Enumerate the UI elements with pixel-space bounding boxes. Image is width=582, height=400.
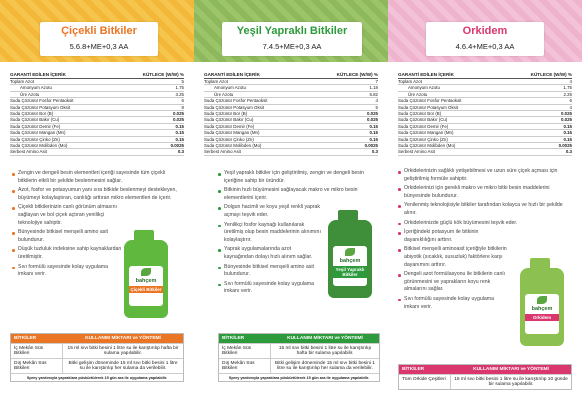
table-row: Suda Çözünür Çinko (Zn) 0.15 [10, 136, 184, 142]
list-item: İçeriğindeki potasyum ile bitkinin dayanıklılığını arttırır. [398, 229, 508, 244]
table-row: Suda Çözünür Potasyum Oksit 8 [10, 104, 184, 110]
usage-row: İç Mekân Süs Bitkileri 15 ml sıvı bitki besini 1 litre su ile karıştırılıp hafta bir sulama yapılabilir. [219, 343, 379, 358]
table-row: Suda Çözünür Bor (B) 0.025 [204, 111, 378, 117]
leaf-logo-icon [345, 248, 355, 256]
usage-header: BİTKİLER KULLANIM MİKTARI ve YÖNTEMİ [219, 334, 379, 343]
table-row: Suda Çözünür Molibden (Mo) 0.0025 [10, 143, 184, 149]
list-item: Orkidelerinizde güçlü kök büyümesini teşvik eder. [398, 220, 570, 228]
list-item: Orkidelerinizi için gerekli makro ve mikro bitki besin maddelerini bünyesinde bulundurur. [398, 185, 570, 200]
usage-header: BİTKİLER KULLANIM MİKTARI ve YÖNTEMİ [399, 365, 571, 374]
list-item: Orkidelerinizin sağlıklı yetişebilmesi ve uzun süre çiçek açması için geliştirilmiş formüle sahiptir. [398, 168, 570, 183]
panel-yesil-yaprakli-bitkiler [194, 0, 388, 400]
table-row: Toplam Azot 7 [204, 79, 378, 84]
table-row: Amonyum Azotu 1.75 [10, 85, 184, 91]
product-title: Çiçekli Bitkiler [61, 25, 137, 37]
usage-row: İç Mekân Süs Bitkileri 15 ml sıvı bitki besini 1 litre su ile karıştırılıp hafta bir sulama yapılabilir. [11, 343, 183, 358]
product-formula: 7.4.5+ME+0,3 AA [262, 42, 322, 51]
table-row: Suda Çözünür Çinko (Zn) 0.15 [204, 136, 378, 142]
table-row: Toplam Azot 5 [10, 79, 184, 84]
table-row: Üre Azotu 5.82 [204, 92, 378, 98]
panel-cicekli-bitkiler [0, 0, 194, 400]
leaf-logo-icon [537, 296, 547, 304]
list-item: Sıvı formülü sayesinde kolay uygulama imkanı verir. [12, 264, 122, 279]
list-item: Azot, fosfor ve potasyumun yanı sıra bitkide beslenmeyi destekleyen, büyümeyi kolaylaştıran, canlılığı arttıran mikro elementleri de içerir. [12, 187, 182, 202]
product-formula: 5.6.8+ME+0,3 AA [69, 42, 129, 51]
product-formula: 4.6.4+ME+0,3 AA [455, 42, 515, 51]
table-row: Suda Çözünür Demir (Fe) 0.15 [398, 123, 572, 129]
table-row: Suda Çözünür Fosfor Pentaoksit 6 [398, 98, 572, 104]
table-row: Suda Çözünür Molibden (Mo) 0.0025 [398, 143, 572, 149]
table-row: Suda Çözünür Mangan (Mn) 0.15 [398, 130, 572, 136]
product-bottle-image [328, 210, 376, 300]
list-item: Dengeli azot formülasyonu ile bitkilerin canlı görünmesini ve yaprakların koyu renk almalarını sağlar. [398, 271, 508, 294]
table-row: Suda Çözünür Potasyum Oksit 4 [398, 104, 572, 110]
table-row: Üre Azotu 3.25 [10, 92, 184, 98]
table-row: Amonyum Azotu 1.18 [204, 85, 378, 91]
list-item: Sıvı formülü sayesinde kolay uygulama imkanı verir. [398, 296, 508, 311]
table-row: Suda Çözünür Mangan (Mn) 0.15 [204, 130, 378, 136]
product-title: Orkidem [462, 25, 508, 37]
usage-table [398, 364, 572, 390]
list-item: Bitkinin hızlı büyümesini sağlayacak makro ve mikro besin elementlerini içerir. [218, 187, 378, 202]
guaranteed-content-table [10, 72, 184, 156]
guaranteed-content-table [398, 72, 572, 156]
table-row: Suda Çözünür Bor (B) 0.025 [398, 111, 572, 117]
usage-row: Dış Mekân Süs Bitkileri Bitki gelişim döneminde 15 ml sıvı bitki besini 1 litre su ile karıştırılıp her sulama da verilebilir. [11, 358, 183, 373]
table-row: Suda Çözünür Bor (B) 0.025 [10, 111, 184, 117]
product-title-box [40, 22, 158, 56]
table-row: Suda Çözünür Demir (Fe) 0.15 [204, 123, 378, 129]
table-row: Suda Çözünür Molibden (Mo) 0.0025 [204, 143, 378, 149]
table-row: Üre Azotu 2.25 [398, 92, 572, 98]
table-row: Suda Çözünür Demir (Fe) 0.15 [10, 123, 184, 129]
table-row: Amonyum Azotu 1.75 [398, 85, 572, 91]
panel-orkidem [388, 0, 582, 400]
table-header: GARANTİ EDİLEN İÇERİK KÜTLECE (W/W) % [204, 72, 378, 77]
product-bottle-image [124, 230, 172, 320]
list-item: Yaprak uygulamalarında azot kaynağından dolayı hızlı alınım sağlar. [218, 246, 322, 261]
list-item: Yenilikçi fosfor kaynağı kullanılarak üretilmiş olup besin maddelerinin alınımını kolaylaştırır. [218, 222, 322, 245]
usage-note: Sprey yardımıyla yapraklara püskürtülerek 15 gün ara ile uygulama yapılabilir. [11, 373, 183, 381]
table-row: Suda Çözünür Mangan (Mn) 0.15 [10, 130, 184, 136]
table-header: GARANTİ EDİLEN İÇERİK KÜTLECE (W/W) % [398, 72, 572, 77]
table-row: Suda Çözünür Bakır (Cu) 0.025 [10, 117, 184, 123]
table-row: Suda Çözünür Bakır (Cu) 0.025 [398, 117, 572, 123]
usage-table [10, 333, 184, 382]
list-item: Yenilenmiş teknolojisiyle bitkiler tarafından kolayca ve hızlı bir şekilde alınır. [398, 202, 570, 217]
list-item: Bitkisel menşeili aminoasit içeriğiyle bitkilerin abiyotik (sıcaklık, susuzluk) faktörlere karşı dayanımını arttırır. [398, 246, 508, 269]
table-row: Serbest Amino Asit 0.3 [10, 149, 184, 155]
table-header: GARANTİ EDİLEN İÇERİK KÜTLECE (W/W) % [10, 72, 184, 77]
usage-table [218, 333, 380, 382]
list-item: Düşük tuzluluk indeksine sahip kaynaklardan üretilmiştir. [12, 246, 122, 261]
product-title-box [222, 22, 362, 56]
bottle-label: bahçem Orkidem [525, 294, 559, 334]
usage-header: BİTKİLER KULLANIM MİKTARI ve YÖNTEMİ [11, 334, 183, 343]
list-item: Zengin ve dengeli besin elementleri içeriği sayesinde tüm çiçekli bitkilerin etkili bir şekilde beslenmesini sağlar. [12, 170, 182, 185]
product-title: Yeşil Yapraklı Bitkiler [236, 25, 348, 37]
list-item: Sıvı formülü sayesinde kolay uygulama imkanı verir. [218, 281, 322, 296]
table-row: Suda Çözünür Bakır (Cu) 0.025 [204, 117, 378, 123]
guaranteed-content-table [204, 72, 378, 156]
list-item: Bünyesinde bitkisel menşeili amino asit bulundurur. [12, 229, 122, 244]
list-item: Dolgun hacimli ve koyu yeşil renkli yaprak açmayı teşvik eder. [218, 204, 322, 219]
usage-row: Dış Mekân Süs Bitkileri Bitki gelişim döneminde 15 ml sıvı bitki besini 1 litre su ile karıştırılıp her sulama da verilebilir. [219, 358, 379, 373]
table-row: Suda Çözünür Potasyum Oksit 5 [204, 104, 378, 110]
bottle-label: bahçem Çiçekli Bitkiler [129, 266, 163, 306]
bottle-label: bahçem Yeşil Yapraklı Bitkiler [333, 246, 367, 286]
leaf-logo-icon [141, 268, 151, 276]
product-bottle-image [520, 258, 568, 348]
table-row: Toplam Azot 4 [398, 79, 572, 84]
list-item: Çiçekli bitkilerinizin canlı görünüm almasını sağlayan ve bol çiçek açtıran yenilikçi teknolojiye sahiptir. [12, 204, 122, 227]
usage-note: Sprey yardımıyla yapraklara püskürtülerek 15 gün ara ile uygulama yapılabilir. [219, 373, 379, 381]
usage-row: Tüm Orkide Çeşitleri 15 ml sıvı bitki besini 1 litre su ile karıştırılıp 10 günde bir sulama yapılabilir. [399, 374, 571, 389]
table-row: Serbest Amino Asit 0.3 [204, 149, 378, 155]
list-item: Yeşil yapraklı bitkiler için geliştirilmiş, zengin ve dengeli besin içeriğine sahip bir üründür. [218, 170, 378, 185]
list-item: Bünyesinde bitkisel menşeili amino asit bulundurur. [218, 264, 322, 279]
table-row: Suda Çözünür Fosfor Pentaoksit 6 [10, 98, 184, 104]
product-title-box [426, 22, 544, 56]
table-row: Serbest Amino Asit 0.3 [398, 149, 572, 155]
table-row: Suda Çözünür Çinko (Zn) 0.15 [398, 136, 572, 142]
table-row: Suda Çözünür Fosfor Pentaoksit 4 [204, 98, 378, 104]
